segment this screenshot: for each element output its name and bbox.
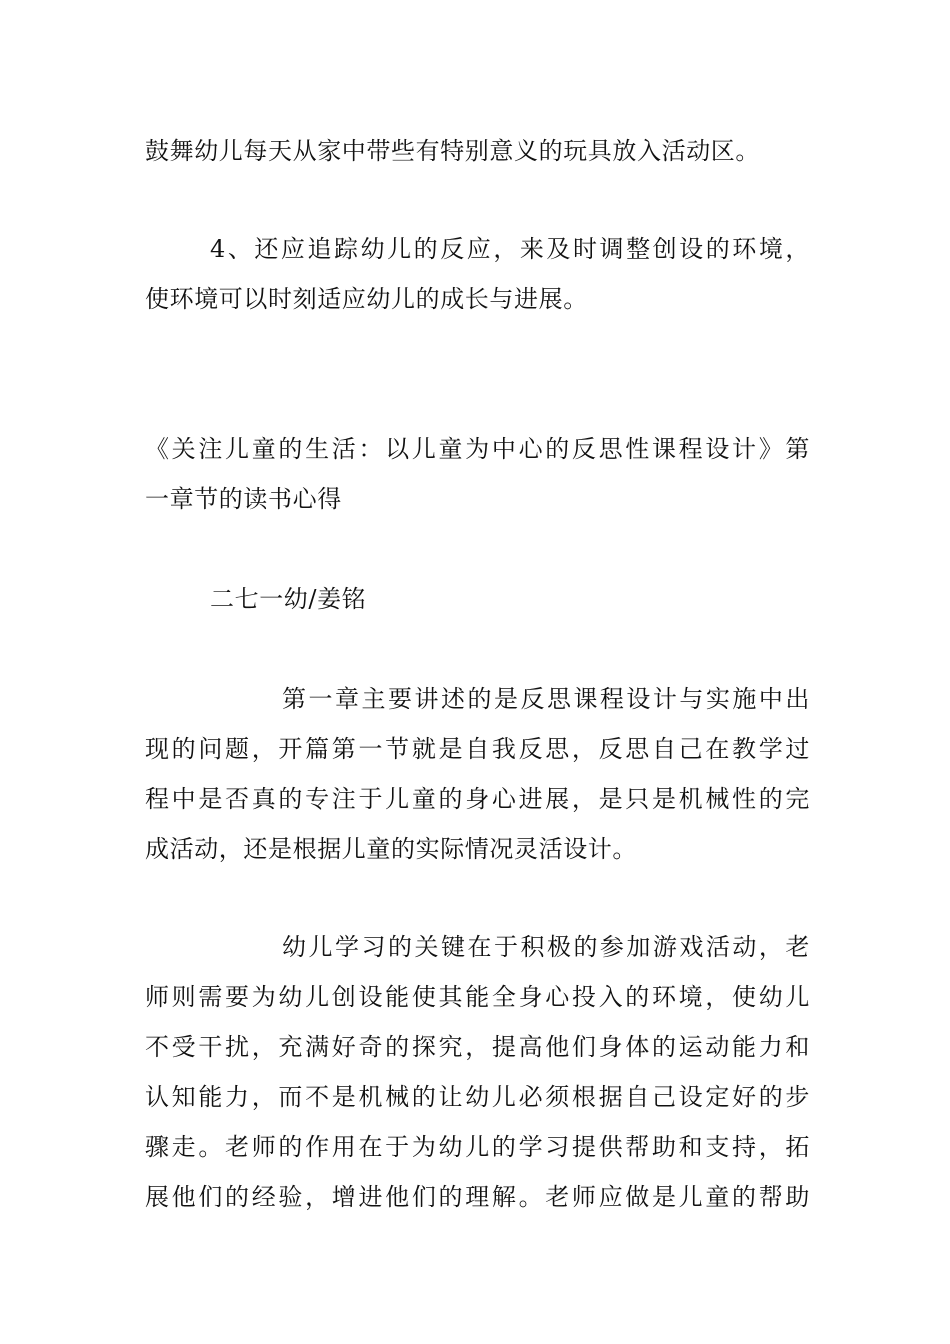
paragraph-3-line-3: 程中是否真的专注于儿童的身心进展，是只是机械性的完 [145,785,810,813]
document-title-line-2: 一章节的读书心得 [145,485,342,513]
paragraph-4-line-4: 认知能力，而不是机械的让幼儿必须根据自己设定好的步 [145,1083,810,1111]
paragraph-2-line-2: 使环境可以时刻适应幼儿的成长与进展。 [145,285,588,313]
document-title-line-1: 《关注儿童的生活：以儿童为中心的反思性课程设计》第 [145,435,810,463]
paragraph-4-line-6: 展他们的经验，增进他们的理解。老师应做是儿童的帮助 [145,1183,810,1211]
paragraph-1-line-1: 鼓舞幼儿每天从家中带些有特别意义的玩具放入活动区。 [145,137,760,165]
paragraph-3-line-2: 现的问题，开篇第一节就是自我反思，反思自己在教学过 [145,735,810,763]
paragraph-4-line-2: 师则需要为幼儿创设能使其能全身心投入的环境，使幼儿 [145,983,810,1011]
paragraph-4-line-3: 不受干扰，充满好奇的探究，提高他们身体的运动能力和 [145,1033,810,1061]
paragraph-3-line-4: 成活动，还是根据儿童的实际情况灵活设计。 [145,835,637,863]
paragraph-4-line-5: 骤走。老师的作用在于为幼儿的学习提供帮助和支持，拓 [145,1133,810,1161]
author-line: 二七一幼/姜铭 [210,585,367,613]
paragraph-4-line-1: 幼儿学习的关键在于积极的参加游戏活动，老 [282,933,810,961]
paragraph-3-line-1: 第一章主要讲述的是反思课程设计与实施中出 [282,685,810,713]
paragraph-2-line-1: 4、还应追踪幼儿的反应，来及时调整创设的环境， [210,235,810,263]
